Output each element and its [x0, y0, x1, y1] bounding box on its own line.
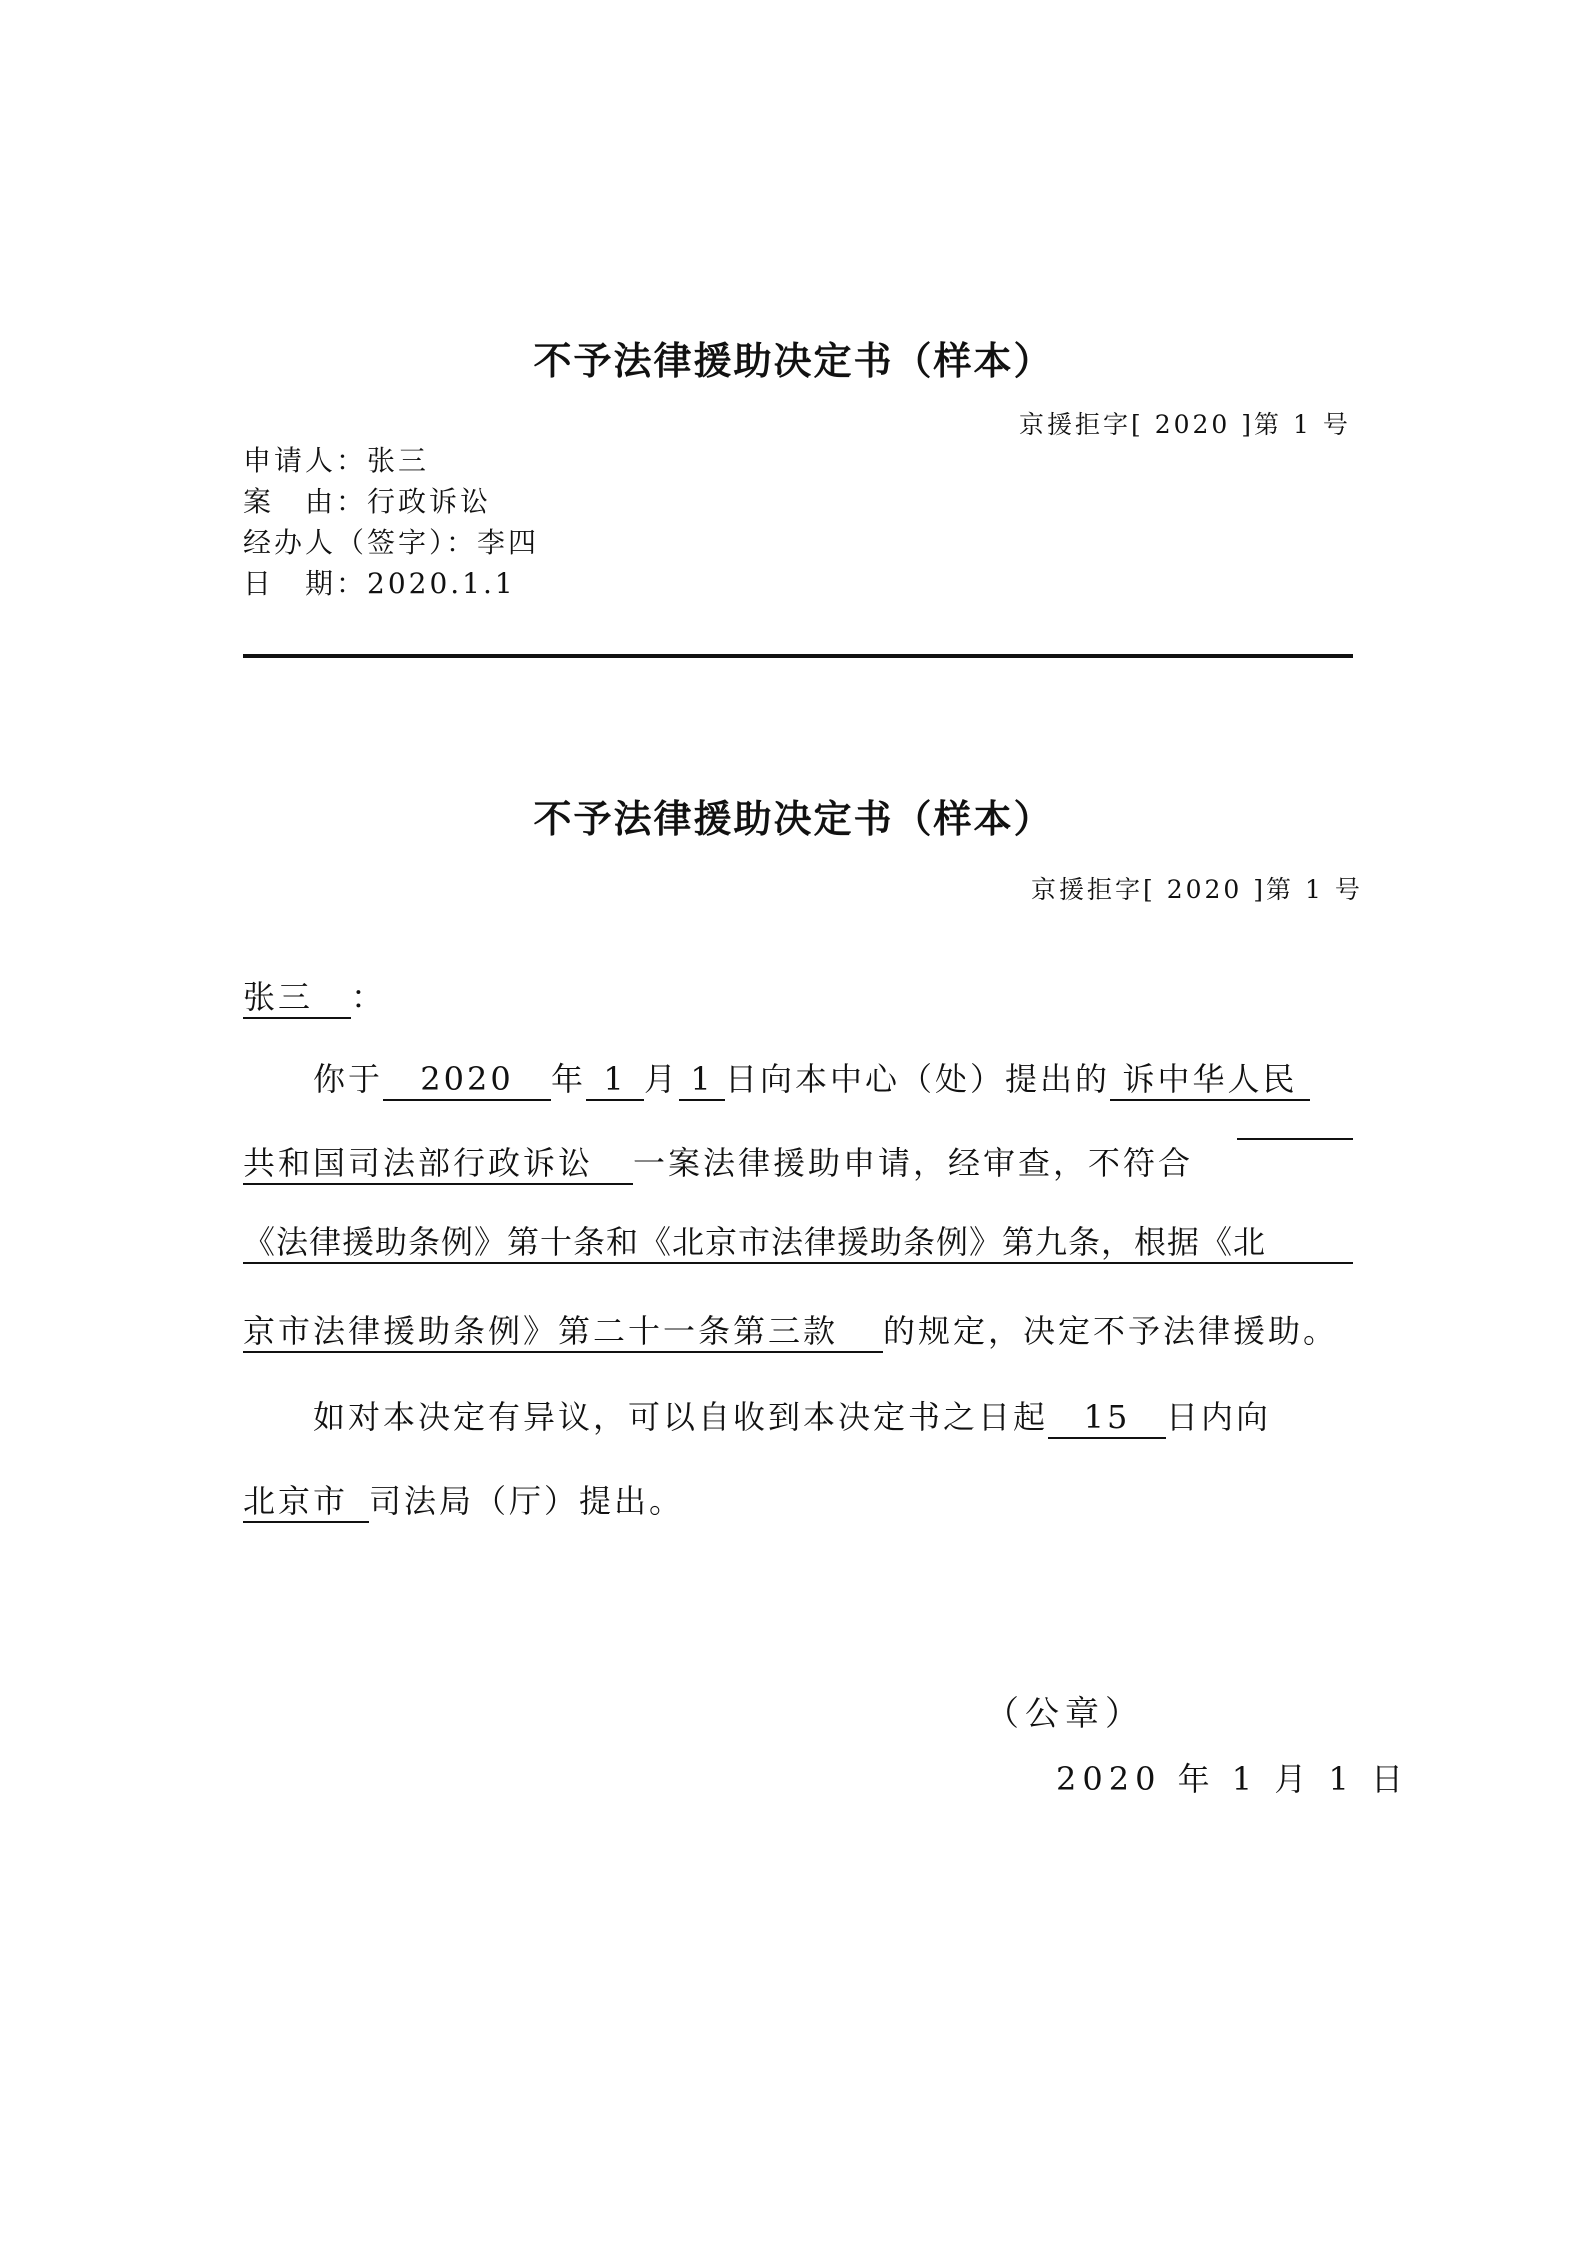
date-label: 日 期： — [243, 567, 368, 600]
p1-month-label: 月 — [644, 1060, 680, 1098]
paragraph1-line2 — [243, 1138, 1353, 1185]
p2-prefix: 如对本决定有异议，可以自收到本决定书之日起 — [313, 1398, 1049, 1436]
p1-month: 1 — [586, 1059, 644, 1101]
addressee — [243, 972, 386, 1019]
p2-after-days: 日内向 — [1166, 1398, 1272, 1436]
paragraph2-line2 — [243, 1476, 1353, 1523]
handler-label: 经办人（签字）： — [243, 526, 478, 559]
p2-days: 15 — [1048, 1397, 1166, 1439]
applicant-row — [243, 440, 539, 481]
p1-after-date: 日向本中心（处）提出的 — [725, 1060, 1111, 1098]
date-row — [243, 563, 539, 604]
p1-basis-part2: 京市法律援助条例》第二十一条第三款 — [243, 1311, 883, 1353]
p1-year-label: 年 — [551, 1060, 587, 1098]
p2-after-authority: 司法局（厅）提出。 — [369, 1482, 685, 1520]
paragraph1-line3 — [243, 1222, 1353, 1264]
p1-case-part1: 诉中华人民 — [1110, 1059, 1310, 1101]
addressee-colon: ： — [351, 978, 387, 1016]
section-divider — [243, 654, 1353, 658]
p2-authority: 北京市 — [243, 1481, 369, 1523]
paragraph1-line1 — [243, 1054, 1353, 1101]
summary-doc-number: 京援拒字[ 2020 ]第 1 号 — [1019, 410, 1351, 439]
case-cause-label: 案 由： — [243, 485, 368, 518]
applicant-label: 申请人： — [243, 444, 368, 477]
signing-date: 2020 年 1 月 1 日 — [1056, 1760, 1410, 1798]
applicant-value: 张三 — [367, 444, 430, 477]
case-cause-value: 行政诉讼 — [367, 485, 492, 518]
p1-basis-part1: 《法律援助条例》第十条和《北京市法律援助条例》第九条，根据《北 — [243, 1222, 1353, 1264]
case-cause-row — [243, 481, 539, 522]
date-value: 2020.1.1 — [367, 567, 516, 600]
p1-after-case: 一案法律援助申请，经审查，不符合 — [633, 1144, 1194, 1182]
p1-year: 2020 — [383, 1059, 551, 1101]
decision-doc-number: 京援拒字[ 2020 ]第 1 号 — [1031, 875, 1363, 904]
p1-blank — [1237, 1138, 1353, 1140]
paragraph2-line1 — [243, 1392, 1353, 1439]
paragraph1-line4 — [243, 1306, 1353, 1353]
p1-case-part2: 共和国司法部行政诉讼 — [243, 1143, 633, 1185]
summary-info-block — [243, 440, 539, 604]
addressee-name: 张三 — [243, 977, 351, 1019]
decision-title: 不予法律援助决定书（样本） — [533, 797, 1054, 841]
p1-day: 1 — [679, 1059, 725, 1101]
p1-after-basis: 的规定，决定不予法律援助。 — [883, 1312, 1339, 1350]
official-seal: （公章） — [985, 1694, 1145, 1734]
handler-row — [243, 522, 539, 563]
handler-value: 李四 — [477, 526, 540, 559]
p1-prefix: 你于 — [313, 1060, 384, 1098]
summary-title: 不予法律援助决定书（样本） — [533, 339, 1054, 383]
